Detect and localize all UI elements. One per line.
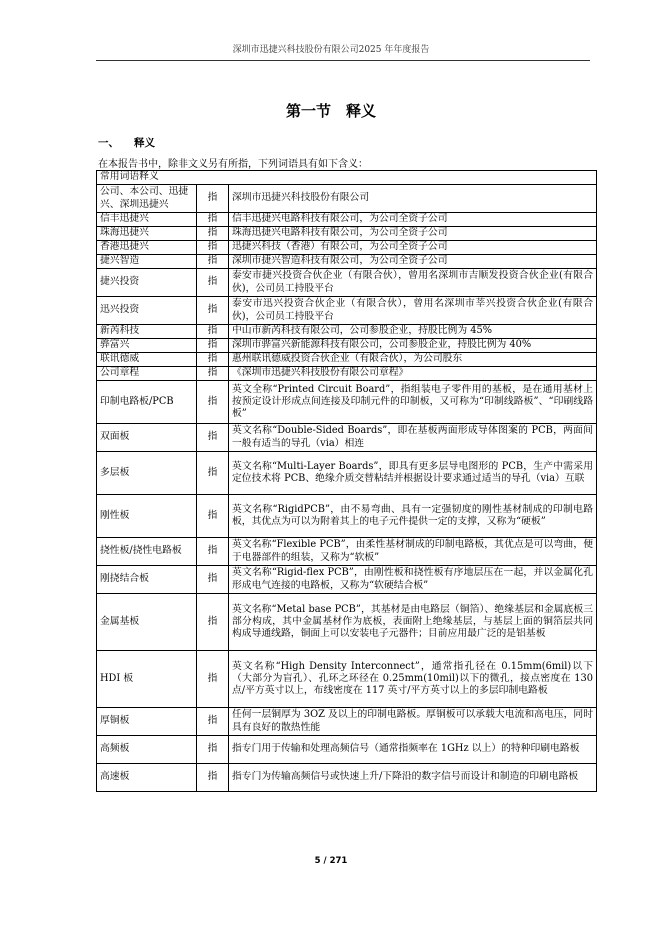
term-cell: 刚挠结合板: [97, 566, 197, 594]
zhi-cell: 指: [197, 325, 229, 339]
zhi-cell: 指: [197, 255, 229, 269]
meaning-cell: 泰安市捷兴投资合伙企业（有限合伙），曾用名深圳市吉顺发投资合伙企业(有限合伙)，公司员工持股平台: [229, 269, 597, 297]
term-cell: 高速板: [97, 764, 197, 792]
meaning-cell: 泰安市迅兴投资合伙企业（有限合伙），曾用名深圳市莘兴投资合伙企业(有限合伙)，公司员工持股平台: [229, 297, 597, 325]
meaning-cell: 指专门为传输高频信号或快速上升/下降沿的数字信号而设计和制造的印刷电路板: [229, 764, 597, 792]
zhi-cell: 指: [197, 353, 229, 367]
table-row: [97, 651, 597, 708]
table-row: [97, 353, 597, 367]
header-divider: [96, 60, 590, 61]
term-cell: 高频板: [97, 736, 197, 764]
zhi-cell: 指: [197, 297, 229, 325]
meaning-cell: 英文名称“RigidPCB”，由不易弯曲、具有一定强韧度的刚性基材制成的印制电路板，其优点为可以为附着其上的电子元件提供一定的支撑，又称为“硬板”: [229, 495, 597, 538]
zhi-cell: 指: [197, 339, 229, 353]
table-row: [97, 594, 597, 651]
table-row: [97, 566, 597, 594]
page-number: 5 / 271: [314, 856, 348, 866]
table-row: [97, 424, 597, 452]
zhi-cell: 指: [197, 424, 229, 452]
term-cell: 香港迅捷兴: [97, 241, 197, 255]
term-cell: 捷兴投资: [97, 269, 197, 297]
zhi-cell: 指: [197, 708, 229, 736]
meaning-cell: 深圳市骅富兴新能源科技有限公司，公司参股企业，持股比例为 40%: [229, 339, 597, 353]
meaning-cell: 中山市新芮科技有限公司，公司参股企业，持股比例为 45%: [229, 325, 597, 339]
meaning-cell: 惠州联讯德威投资合伙企业（有限合伙），为公司股东: [229, 353, 597, 367]
table-row: [97, 269, 597, 297]
table-row: [97, 255, 597, 269]
meaning-cell: 英文名称“High Density Interconnect”，通常指孔径在 0.15mm(6mil)以下（大部分为盲孔）、孔环之环径在 0.25mm(10mil)以下的微孔，接点密度在 130 点/平方英寸以上，布线密度在 117 英寸/平方英寸以上的多层印制电路板: [229, 651, 597, 708]
meaning-cell: 指专门用于传输和处理高频信号（通常指频率在 1GHz 以上）的特种印刷电路板: [229, 736, 597, 764]
table-row: [97, 367, 597, 381]
table-row: [97, 538, 597, 566]
definitions-body: [97, 171, 597, 792]
table-row: [97, 736, 597, 764]
zhi-cell: 指: [197, 594, 229, 651]
term-cell: 信丰迅捷兴: [97, 213, 197, 227]
table-row: [97, 185, 597, 213]
table-caption: 常用词语释义: [97, 171, 597, 185]
term-cell: 厚铜板: [97, 708, 197, 736]
table-row: [97, 381, 597, 424]
term-cell: 联讯德威: [97, 353, 197, 367]
term-cell: 公司、本公司、迅捷兴、深圳迅捷兴: [97, 185, 197, 213]
meaning-cell: 英文全称“Printed Circuit Board”，指组装电子零件用的基板，是在通用基材上按预定设计形成点间连接及印制元件的印制板，又可称为“印制线路板”、“印刷线路板”: [229, 381, 597, 424]
table-row: [97, 495, 597, 538]
table-row: [97, 213, 597, 227]
table-row: [97, 764, 597, 792]
term-cell: 骅富兴: [97, 339, 197, 353]
meaning-cell: 英文名称“Flexible PCB”，由柔性基材制成的印制电路板，其优点是可以弯曲，便于电器部件的组装，又称为“软板”: [229, 538, 597, 566]
zhi-cell: 指: [197, 764, 229, 792]
term-cell: 迅兴投资: [97, 297, 197, 325]
term-cell: 多层板: [97, 452, 197, 495]
term-cell: HDI 板: [97, 651, 197, 708]
meaning-cell: 任何一层铜厚为 3OZ 及以上的印制电路板。厚铜板可以承载大电流和高电压，同时具有良好的散热性能: [229, 708, 597, 736]
term-cell: 新芮科技: [97, 325, 197, 339]
table-row: [97, 227, 597, 241]
zhi-cell: 指: [197, 241, 229, 255]
definitions-table: [96, 170, 597, 792]
table-row: [97, 241, 597, 255]
meaning-cell: 英文名称“Multi-Layer Boards”，即具有更多层导电图形的 PCB，生产中需采用定位技术将 PCB、绝缘介质交替粘结并根据设计要求通过适当的导孔（via）互联: [229, 452, 597, 495]
meaning-cell: 深圳市捷兴智造科技有限公司，为公司全资子公司: [229, 255, 597, 269]
term-cell: 挠性板/挠性电路板: [97, 538, 197, 566]
term-cell: 捷兴智造: [97, 255, 197, 269]
zhi-cell: 指: [197, 381, 229, 424]
table-caption-row: [97, 171, 597, 185]
heading-text: 释义: [134, 137, 155, 149]
zhi-cell: 指: [197, 367, 229, 381]
meaning-cell: 珠海迅捷兴电路科技有限公司，为公司全资子公司: [229, 227, 597, 241]
section-title: 第一节 释义: [285, 102, 376, 120]
zhi-cell: 指: [197, 227, 229, 241]
table-row: [97, 452, 597, 495]
meaning-cell: 迅捷兴科技（香港）有限公司，为公司全资子公司: [229, 241, 597, 255]
meaning-cell: 英文名称“Metal base PCB”，其基材是由电路层（铜箔）、绝缘基层和金属底板三部分构成，其中金属基材作为底板，表面附上绝缘基层，与基层上面的铜箔层共同构成导通线路，铜面上可以安装电子元器件；目前应用最广泛的是铝基板: [229, 594, 597, 651]
intro-paragraph: 在本报告书中，除非文义另有所指，下列词语具有如下含义：: [98, 159, 368, 170]
page-header: 深圳市迅捷兴科技股份有限公司2025 年年度报告: [232, 45, 430, 55]
zhi-cell: 指: [197, 538, 229, 566]
zhi-cell: 指: [197, 566, 229, 594]
term-cell: 双面板: [97, 424, 197, 452]
term-cell: 公司章程: [97, 367, 197, 381]
table-row: [97, 297, 597, 325]
zhi-cell: 指: [197, 213, 229, 227]
meaning-cell: 信丰迅捷兴电路科技有限公司，为公司全资子公司: [229, 213, 597, 227]
term-cell: 珠海迅捷兴: [97, 227, 197, 241]
table-row: [97, 339, 597, 353]
zhi-cell: 指: [197, 185, 229, 213]
meaning-cell: 《深圳市迅捷兴科技股份有限公司章程》: [229, 367, 597, 381]
zhi-cell: 指: [197, 495, 229, 538]
meaning-cell: 英文名称“Rigid-flex PCB”，由刚性板和挠性板有序地层压在一起，并以金属化孔形成电气连接的电路板，又称为“软硬结合板”: [229, 566, 597, 594]
table-row: [97, 708, 597, 736]
zhi-cell: 指: [197, 452, 229, 495]
zhi-cell: 指: [197, 269, 229, 297]
meaning-cell: 英文名称“Double-Sided Boards”，即在基板两面形成导体图案的 PCB，两面间一般有适当的导孔（via）相连: [229, 424, 597, 452]
term-cell: 刚性板: [97, 495, 197, 538]
term-cell: 金属基板: [97, 594, 197, 651]
subsection-heading: [98, 135, 155, 150]
zhi-cell: 指: [197, 736, 229, 764]
meaning-cell: 深圳市迅捷兴科技股份有限公司: [229, 185, 597, 213]
term-cell: 印制电路板/PCB: [97, 381, 197, 424]
zhi-cell: 指: [197, 651, 229, 708]
heading-number: 一、: [98, 137, 119, 149]
table-row: [97, 325, 597, 339]
